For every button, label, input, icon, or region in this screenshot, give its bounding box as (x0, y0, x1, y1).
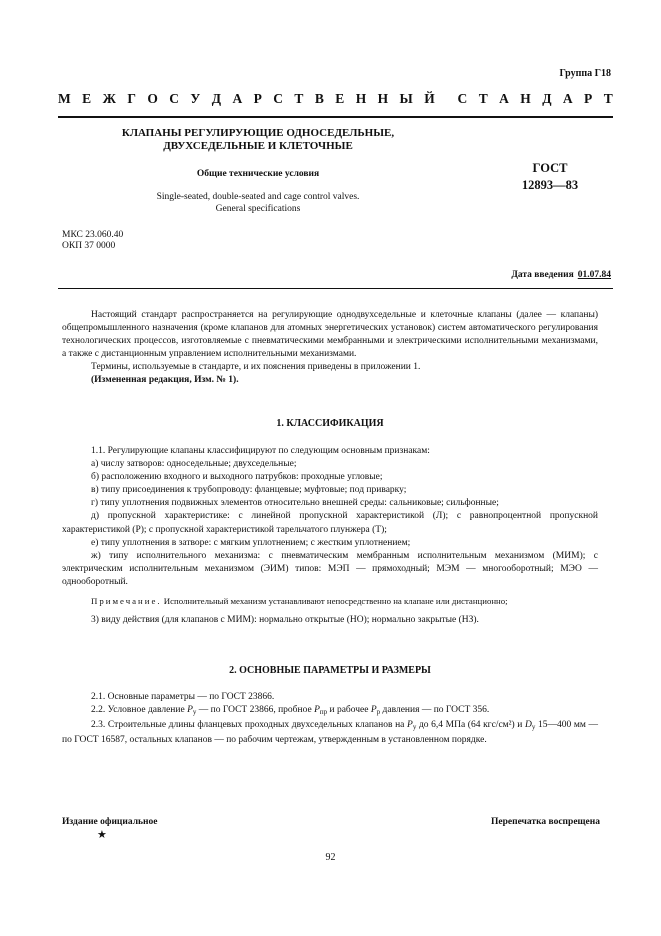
header-letter: Ж (102, 91, 116, 106)
intro-date-value: 01.07.84 (577, 270, 611, 280)
intro-section (62, 309, 598, 388)
header-letter: Ы (399, 91, 413, 106)
classification-item: г) типу уплотнения подвижных элементов относительно внешней среды: сальниковые; сильфонные; (91, 498, 499, 509)
param-2-2 (62, 704, 598, 719)
intro-date (511, 270, 611, 280)
section-1-heading: 1. КЛАССИФИКАЦИЯ (276, 418, 384, 429)
note (62, 595, 598, 607)
gost-number (500, 160, 600, 194)
header-letter: Т (294, 91, 304, 106)
revision-note: (Измененная редакция, Изм. № 1). (91, 375, 239, 386)
header-letter: Н (520, 91, 531, 106)
section-1-lead: 1.1. Регулирующие клапаны классифицируют по следующим основным признакам: (91, 446, 430, 456)
param-2-1: 2.1. Основные параметры — по ГОСТ 23866. (91, 692, 275, 702)
p3-text-c: 15—400 мм — по ГОСТ 16587, остальных клапанов — по рабочим чертежам, утвержденным в установленном порядке. (62, 720, 599, 746)
gost-code: 12893—83 (521, 178, 579, 192)
header-letter: С (273, 91, 284, 106)
p2-text-a: 2.2. Условное давление (91, 705, 185, 716)
header-letter: Г (127, 91, 136, 106)
header-letter: А (232, 91, 243, 106)
classification-item: д) пропускной характеристике: с линейной пропускной характеристикой (Л); с равнопроцентной пропускной характеристикой (Р); с пропускной характеристикой тарельчатого плунжера (Т); (62, 511, 598, 535)
p-subscript: пр (319, 708, 328, 717)
p-subscript: у (412, 723, 417, 732)
subtitle: Общие технические условия (196, 169, 320, 179)
header-letter: У (190, 91, 201, 106)
header-letter: О (147, 91, 158, 106)
p-symbol: P (187, 705, 193, 716)
section-1-body (62, 445, 598, 627)
p-subscript: р (376, 708, 381, 717)
header-divider (58, 116, 613, 118)
footer-edition: Издание официальное (62, 817, 158, 827)
p2-text-b: — по ГОСТ 23866, пробное (198, 705, 312, 716)
gost-label: ГОСТ (532, 161, 568, 175)
header-letter: Р (584, 91, 593, 106)
star-icon: ★ (97, 829, 107, 841)
title-block (58, 127, 458, 215)
header-letter: В (314, 91, 324, 106)
header-letter: М (58, 91, 71, 106)
english-title-1: Single-seated, double-seated and cage control valves. (156, 192, 360, 202)
header-letter: Н (377, 91, 389, 106)
header-letter: Т (603, 91, 613, 106)
d-symbol: D (525, 720, 532, 731)
classification-item: е) типу уплотнения в затворе: с мягким уплотнением; с жестким уплотнением; (91, 537, 411, 548)
header-letter: Е (82, 91, 92, 106)
p-subscript: у (192, 708, 197, 717)
group-label: Группа Г18 (559, 68, 611, 79)
english-title-2: General specifications (215, 204, 301, 214)
header-letter: Р (253, 91, 262, 106)
intro-paragraph-2: Термины, используемые в стандарте, и их пояснения приведены в приложении 1. (91, 362, 421, 373)
header-letter: А (499, 91, 509, 106)
header-letter: Е (335, 91, 345, 106)
p3-text-b: до 6,4 МПа (64 кгс/см²) и (418, 720, 523, 731)
header-letter: Н (355, 91, 367, 106)
p-symbol: P (314, 705, 320, 716)
header-letter: Д (211, 91, 222, 106)
p3-text-a: 2.3. Строительные длины фланцевых проходных двухседельных клапанов на (91, 720, 405, 731)
classification-codes (62, 230, 123, 252)
standard-header (58, 91, 613, 107)
mks-code: МКС 23.060.40 (62, 230, 124, 240)
header-letter: С (169, 91, 180, 106)
classification-item: а) числу затворов: односедельные; двухседельные; (91, 459, 297, 470)
note-label: Примечание. (91, 596, 162, 607)
p2-text-c: и рабочее (329, 705, 369, 716)
page-number: 92 (325, 852, 336, 863)
classification-item-3: 3) виду действия (для клапанов с МИМ): нормально открытые (НО); нормально закрытые (НЗ). (91, 615, 479, 626)
p-symbol: P (407, 720, 413, 731)
intro-date-label: Дата введения (511, 270, 574, 280)
p2-text-d: давления — по ГОСТ 356. (382, 705, 490, 716)
intro-paragraph-1: Настоящий стандарт распространяется на регулирующие однодвухседельные и клеточные клапаны (далее — клапаны) общепромышленного назначения (кроме клапанов для атомных энергетических установок) систем автоматического регулирования технологических процессов, изготовляемые с пневматическими мембранными и электрическими исполнительными механизмами, а также с дистанционным управлением исполнительными механизмами. (62, 310, 598, 360)
section-2-heading: 2. ОСНОВНЫЕ ПАРАМЕТРЫ И РАЗМЕРЫ (229, 665, 431, 676)
header-letter: Й (424, 91, 435, 106)
header-letter: Т (478, 91, 488, 106)
p-symbol: P (370, 705, 377, 716)
header-letter: С (457, 91, 468, 106)
classification-item: ж) типу исполнительного механизма: с пневматическим мембранным исполнительным механизмом (МИМ); с электрическим исполнительным механизмом (ЭИМ) типов: МЭП — прямоходный; МЭМ — многооборотный; МЭО — однооборотный. (62, 550, 598, 587)
header-letter: А (562, 91, 573, 106)
param-2-3 (62, 719, 598, 747)
d-subscript: у (531, 723, 536, 732)
title-line-2: ДВУХСЕДЕЛЬНЫЕ И КЛЕТОЧНЫЕ (163, 140, 353, 152)
okp-code: ОКП 37 0000 (62, 241, 116, 251)
footer-reprint: Перепечатка воспрещена (490, 817, 600, 827)
note-text: Исполнительный механизм устанавливают непосредственно на клапане или дистанционно; (163, 596, 508, 607)
date-divider (58, 288, 613, 289)
classification-item: б) расположению входного и выходного патрубков: проходные угловые; (91, 472, 383, 483)
section-2-body (62, 691, 598, 747)
title-line-1: КЛАПАНЫ РЕГУЛИРУЮЩИЕ ОДНОСЕДЕЛЬНЫЕ, (121, 127, 395, 139)
header-letter: Д (542, 91, 552, 106)
classification-item: в) типу присоединения к трубопроводу: фланцевые; муфтовые; под приварку; (91, 485, 407, 496)
